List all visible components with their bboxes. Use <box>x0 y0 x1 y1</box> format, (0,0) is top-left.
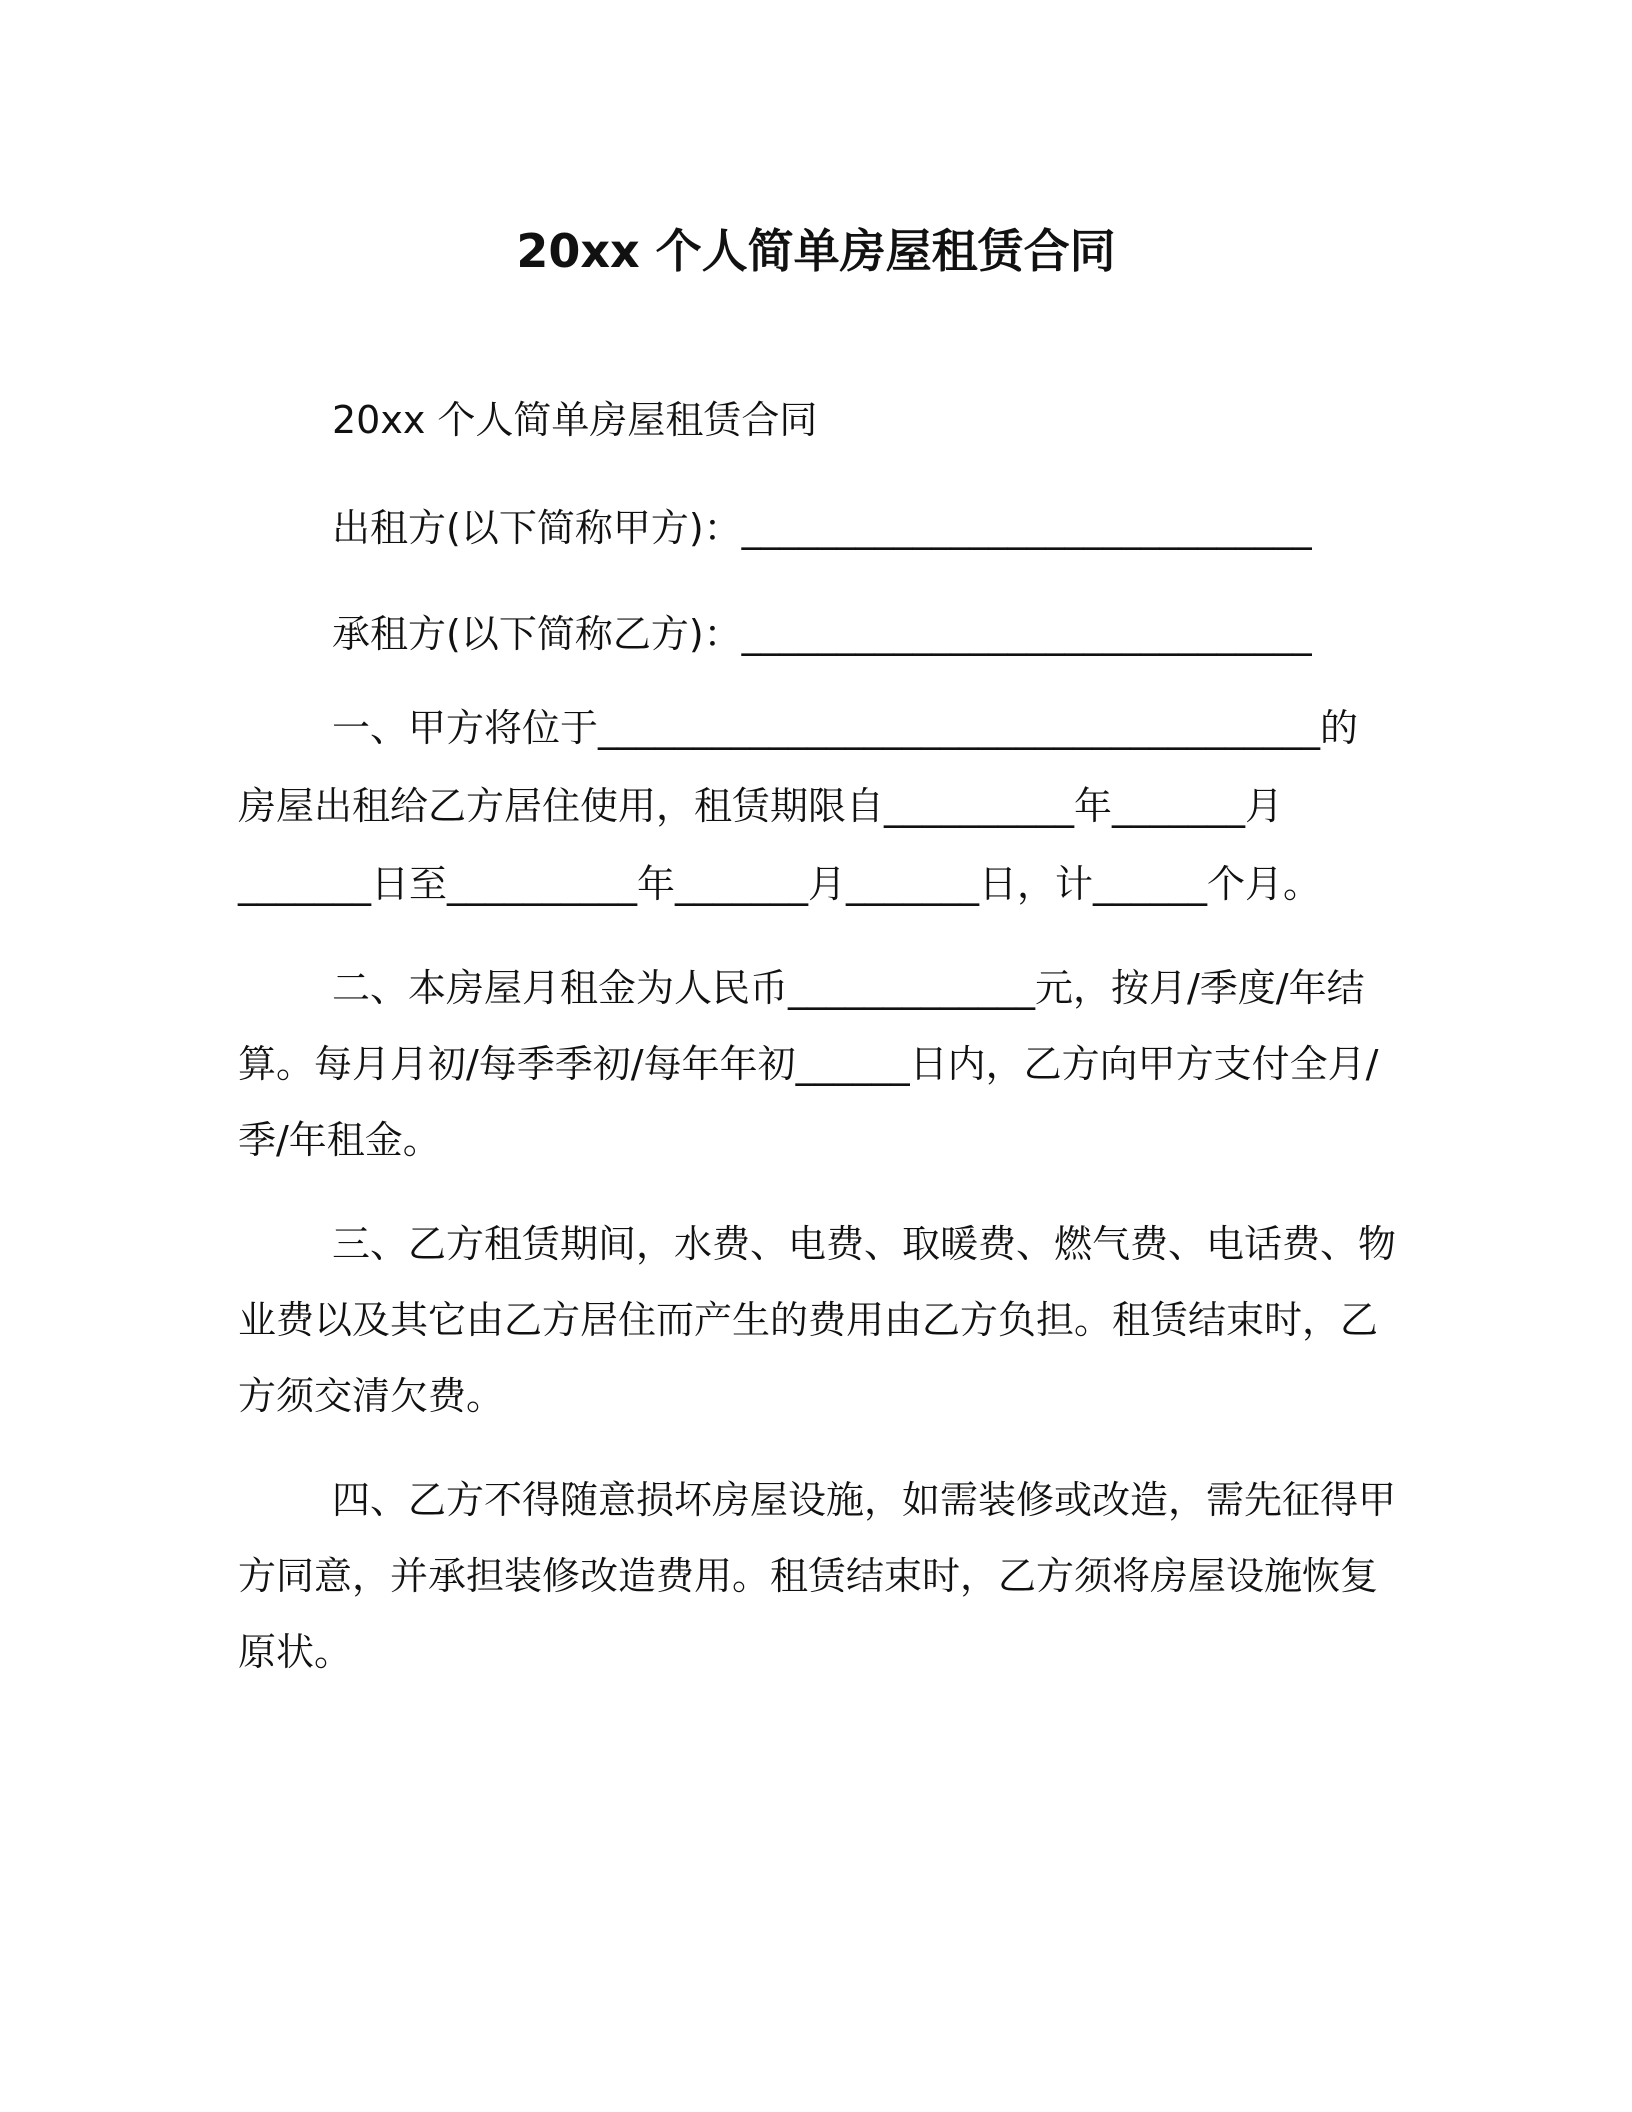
lessee-line: 承租方(以下简称乙方)：______________________________ <box>332 612 1312 656</box>
clause1-line2: 房屋出租给乙方居住使用，租赁期限自__________年_______月 <box>238 784 1284 828</box>
clause4-line3: 原状。 <box>238 1630 353 1674</box>
clause3-line1: 三、乙方租赁期间，水费、电费、取暖费、燃气费、电话费、物 <box>332 1222 1397 1266</box>
document-title: 20xx 个人简单房屋租赁合同 <box>516 224 1116 278</box>
clause4-line1: 四、乙方不得随意损坏房屋设施，如需装修或改造，需先征得甲 <box>332 1478 1397 1522</box>
clause2-line1: 二、本房屋月租金为人民币_____________元，按月/季度/年结 <box>332 966 1365 1010</box>
clause1-line3: _______日至__________年_______月_______日，计______个月。 <box>238 862 1322 906</box>
clause1-line1: 一、甲方将位于______________________________________的 <box>332 706 1359 750</box>
document-subtitle: 20xx 个人简单房屋租赁合同 <box>332 398 818 442</box>
clause2-line2: 算。每月月初/每季季初/每年年初______日内，乙方向甲方支付全月/ <box>238 1042 1379 1086</box>
lessor-line: 出租方(以下简称甲方)：______________________________ <box>332 506 1312 550</box>
clause3-line2: 业费以及其它由乙方居住而产生的费用由乙方负担。租赁结束时，乙 <box>238 1298 1379 1342</box>
clause2-line3: 季/年租金。 <box>238 1118 441 1162</box>
clause3-line3: 方须交清欠费。 <box>238 1374 505 1418</box>
clause4-line2: 方同意，并承担装修改造费用。租赁结束时，乙方须将房屋设施恢复 <box>238 1554 1379 1598</box>
